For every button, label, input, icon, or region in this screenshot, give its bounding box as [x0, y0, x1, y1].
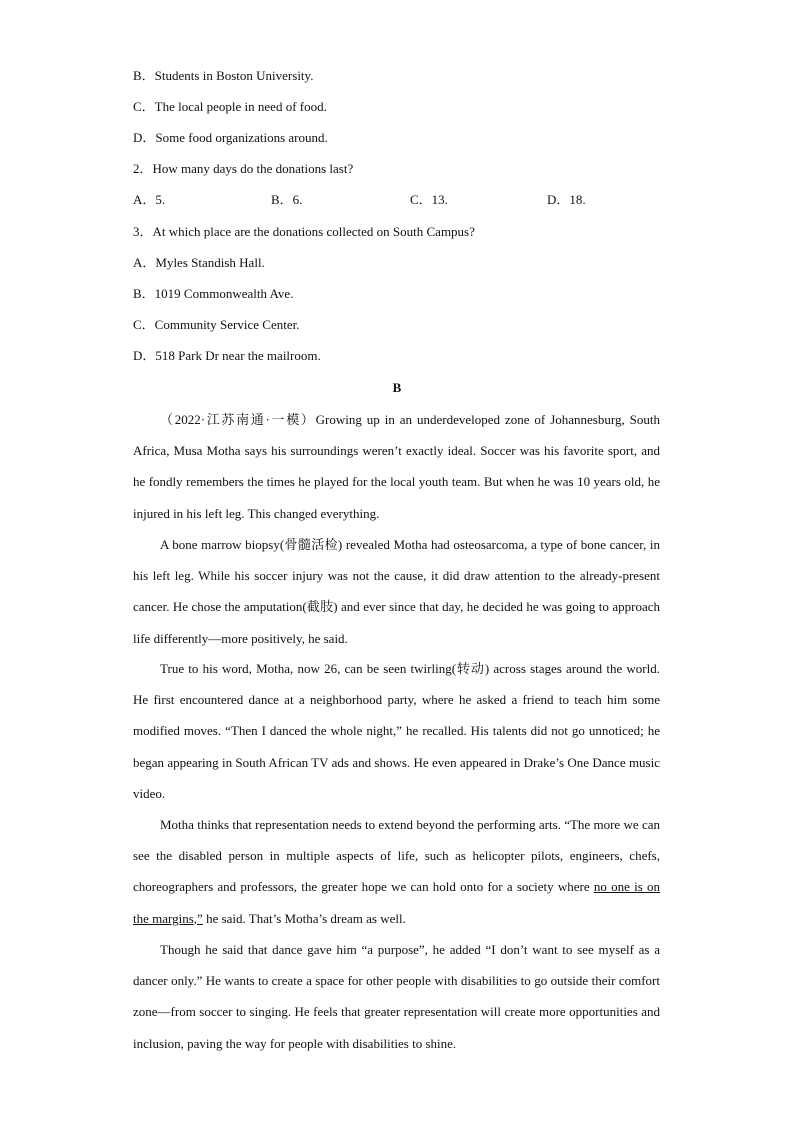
- q3-option-b: B．1019 Commonwealth Ave.: [133, 286, 294, 301]
- passage-paragraph-3: True to his word, Motha, now 26, can be seen twirling(转动) across stages around the world. He first encountered dance at a neighborhood party, where he asked a friend to teach him some modified moves. “Then I danced the whole night,” he recalled. His talents did not go unnoticed; he began appearing in South African TV ads and shows. He even appeared in Drake’s One Dance music video.: [133, 661, 660, 801]
- q1-option-d: D．Some food organizations around.: [133, 130, 328, 145]
- q3-question: 3．At which place are the donations collected on South Campus?: [133, 224, 475, 239]
- q2-option-b: B．6.: [271, 192, 303, 207]
- passage-paragraph-4: [133, 809, 660, 934]
- paragraph-4-text-end: he said. That’s Motha’s dream as well.: [202, 910, 406, 926]
- q1-option-b: B．Students in Boston University.: [133, 68, 314, 83]
- passage-paragraph-5: Though he said that dance gave him “a purpose”, he added “I don’t want to see myself as a dancer only.” He wants to create a space for other people with disabilities to go outside their comfort zone—from soccer to singing. He feels that greater representation will create more opportunities and inclusion, paving the way for people with disabilities to shine.: [133, 942, 660, 1051]
- underlined-phrase: no one is on the margins,”: [133, 879, 660, 926]
- paragraph-4-text-start: Motha thinks that representation needs to extend beyond the performing arts. “The more we can see the disabled person in multiple aspects of life, such as helicopter pilots, engineers, chefs, choreographers and professors, the greater hope we can hold onto for a society where: [133, 817, 660, 895]
- section-heading: B: [392, 380, 402, 395]
- q2-question: 2．How many days do the donations last?: [133, 161, 354, 176]
- q3-option-d: D．518 Park Dr near the mailroom.: [133, 348, 321, 363]
- passage-paragraph-2: A bone marrow biopsy(骨髓活检) revealed Motha had osteosarcoma, a type of bone cancer, in his left leg. While his soccer injury was not the cause, it did draw attention to the already-present cancer. He chose the amputation(截肢) and ever since that day, he decided he was going to approach life differently—more positively, he said.: [133, 537, 660, 646]
- q2-option-d: D．18.: [547, 192, 586, 207]
- q2-option-c: C．13.: [410, 192, 448, 207]
- q3-option-a: A．Myles Standish Hall.: [133, 255, 265, 270]
- q1-option-c: C．The local people in need of food.: [133, 99, 327, 114]
- passage-paragraph-1: （2022·江苏南通·一模）Growing up in an underdeveloped zone of Johannesburg, South Africa, Musa Motha says his surroundings weren’t exactly ideal. Soccer was his favorite sport, and he fondly remembers the times he played for the local youth team. But when he was 10 years old, he injured in his left leg. This changed everything.: [133, 412, 660, 521]
- q3-option-c: C．Community Service Center.: [133, 317, 300, 332]
- q2-option-a: A．5.: [133, 192, 166, 207]
